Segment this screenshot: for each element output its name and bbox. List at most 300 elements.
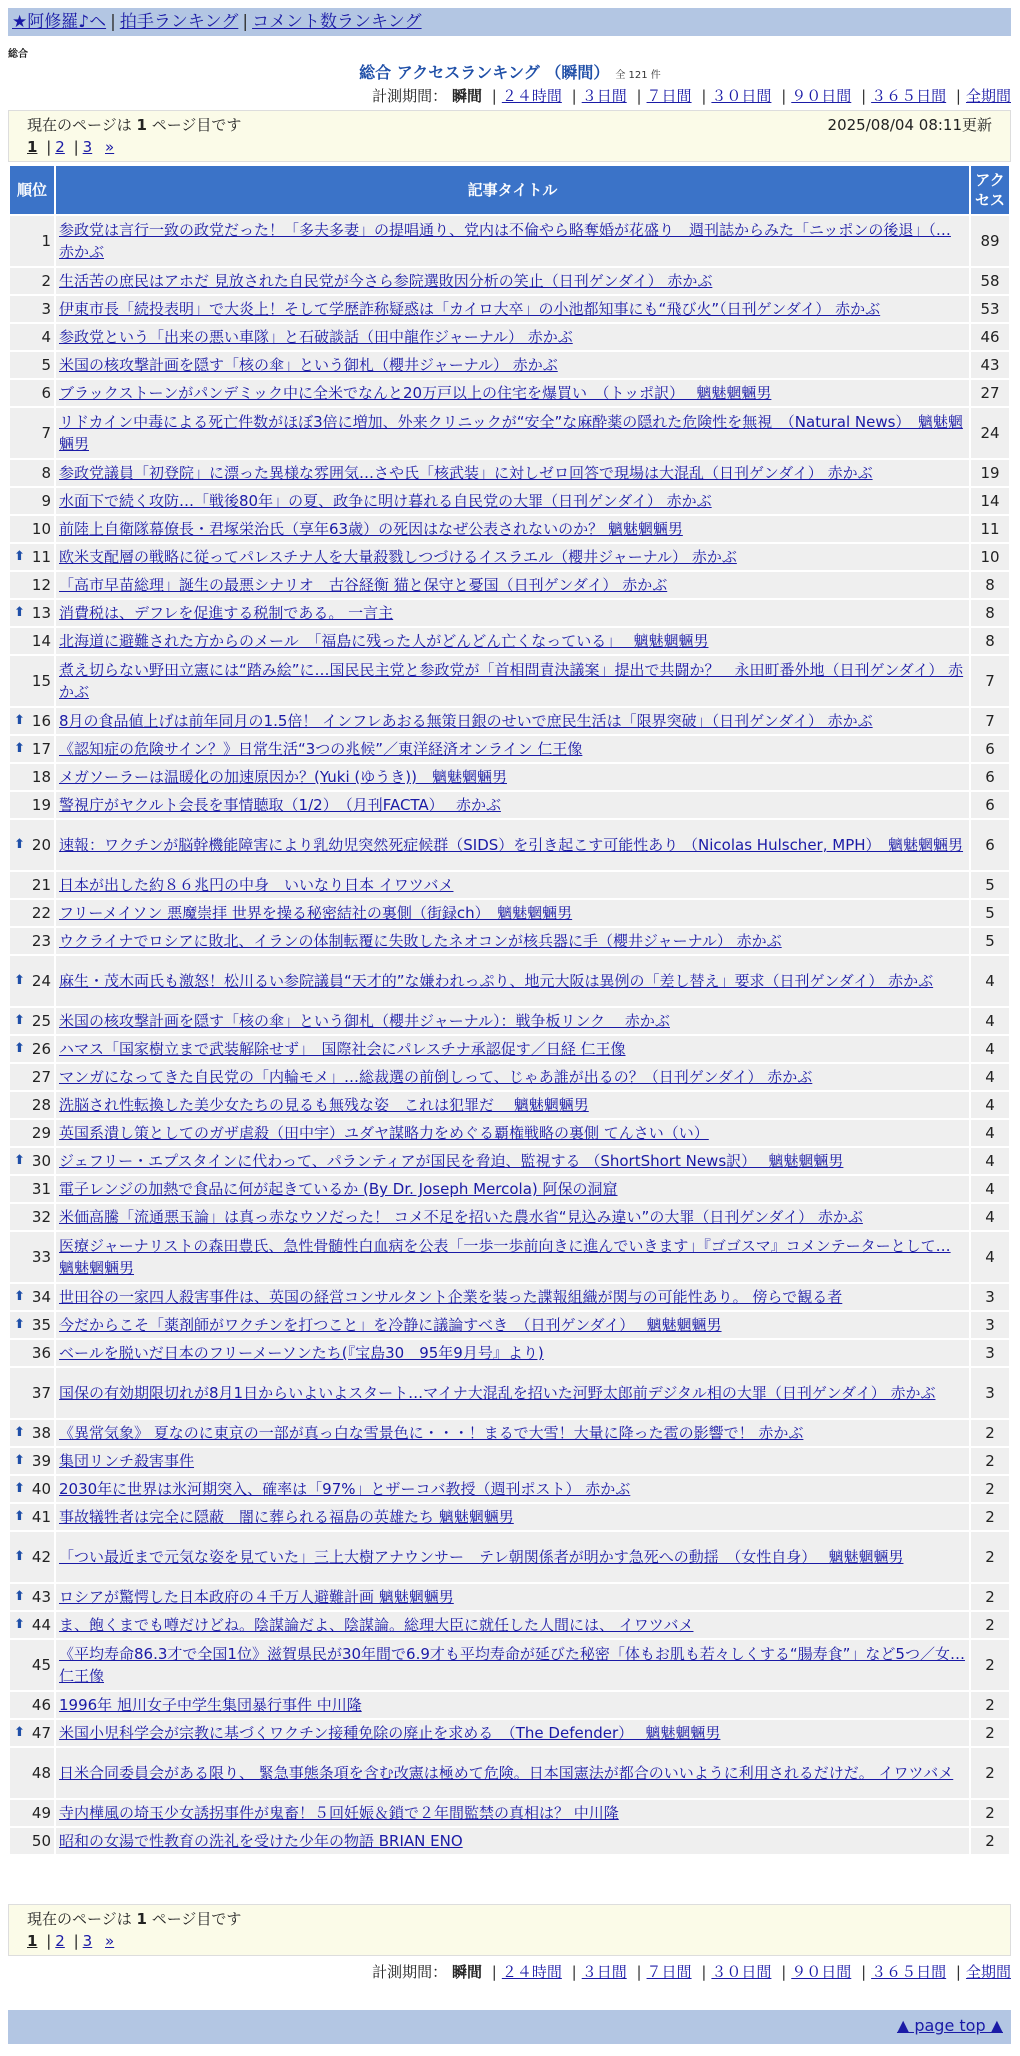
period-24h-link[interactable]: ２４時間 [501,87,562,105]
total-count: 全 121 件 [615,70,661,81]
title-cell [56,1420,969,1446]
rank-cell [10,1800,54,1826]
access-count: 11 [971,516,1009,542]
rank-number: 46 [31,1696,51,1714]
article-title-link[interactable]: ブラックストーンがパンデミック中に全米でなんと20万戸以上の住宅を爆買い （トッポ訳） 魑魅魍魎男 [59,384,772,402]
rank-cell [10,792,54,818]
article-title-link[interactable]: 事故犠牲者は完全に隠蔽 闇に葬られる福島の英雄たち 魑魅魍魎男 [59,1508,514,1526]
title-cell [56,1340,969,1366]
rank-number: 27 [31,1068,51,1086]
title-cell [56,572,969,598]
rank-number: 20 [31,836,51,854]
rank-number: 6 [41,384,51,402]
access-count: 2 [971,1828,1009,1854]
article-title-link[interactable]: 寺内樺風の埼玉少女誘拐事件が鬼畜！５回妊娠＆鎖で２年間監禁の真相は？ 中川隆 [59,1804,619,1822]
rank-cell [10,516,54,542]
article-title-link[interactable]: 国保の有効期限切れが8月1日からいよいよスタート…マイナ大混乱を招いた河野太郎前デジタル相の大罪（日刊ゲンダイ） 赤かぶ [59,1384,936,1402]
table-row [10,900,1009,926]
title-cell [56,408,969,458]
access-count: 2 [971,1612,1009,1638]
pager-top: 現在のページは 1 ページ目です 2025/08/04 08:11更新 1 | 2 | 3 » [8,110,1011,162]
pager-info-suffix: ページ目です [151,116,242,134]
rank-cell [10,380,54,406]
title-cell [56,1204,969,1230]
access-count: 6 [971,792,1009,818]
clap-ranking-link[interactable]: 拍手ランキング [119,12,239,32]
title-cell [56,1532,969,1582]
title-cell [56,1612,969,1638]
table-row [10,1148,1009,1174]
rank-number: 43 [31,1588,51,1606]
table-row [10,216,1009,266]
article-title-link[interactable]: 水面下で続く攻防…「戦後80年」の夏、政争に明け暮れる自民党の大罪（日刊ゲンダイ） 赤かぶ [59,492,712,510]
table-row [10,872,1009,898]
rank-cell [10,1532,54,1582]
article-title-link[interactable]: 「つい最近まで元気な姿を見ていた」三上大樹アナウンサー テレ朝関係者が明かす急死への動揺 （女性自身） 魑魅魍魎男 [59,1548,904,1566]
page-1-current: 1 [27,1932,38,1950]
article-title-link[interactable]: 《異常気象》 夏なのに東京の一部が真っ白な雪景色に・・・！まるで大雪！大量に降った雹の影響で！ 赤かぶ [59,1424,804,1442]
article-title-link[interactable]: 参政党という「出来の悪い車隊」と石破談話（田中龍作ジャーナル） 赤かぶ [59,328,573,346]
title-cell [56,820,969,870]
pager-current-number: 1 [136,1910,147,1928]
column-header-rank: 順位 [10,166,54,214]
rank-number: 40 [31,1480,51,1498]
rank-cell [10,956,54,1006]
ranking-title: 総合 アクセスランキング （瞬間） [359,63,610,82]
table-row [10,1800,1009,1826]
rank-number: 29 [31,1124,51,1142]
rank-cell [10,1092,54,1118]
title-cell [56,600,969,626]
access-count: 43 [971,352,1009,378]
rank-cell [10,352,54,378]
arrow-up-icon: ⬆ [14,1289,25,1304]
rank-number: 18 [31,768,51,786]
page-2-link[interactable]: 2 [55,138,65,156]
access-count: 4 [971,1176,1009,1202]
access-count: 8 [971,628,1009,654]
rank-cell [10,324,54,350]
access-count: 2 [971,1476,1009,1502]
article-title-link[interactable]: 警視庁がヤクルト会長を事情聴取（1/2） （月刊FACTA） 赤かぶ [59,796,501,814]
table-row [10,1584,1009,1610]
rank-cell [10,408,54,458]
rank-cell [10,1368,54,1418]
access-count: 27 [971,380,1009,406]
table-row [10,1692,1009,1718]
title-cell [56,928,969,954]
table-row [10,1504,1009,1530]
table-row [10,1748,1009,1798]
rank-number: 50 [31,1832,51,1850]
period-3d-link[interactable]: ３日間 [581,87,627,105]
access-count: 3 [971,1284,1009,1310]
top-navigation [8,8,1011,36]
arrow-up-icon: ⬆ [14,1041,25,1056]
access-count: 2 [971,1448,1009,1474]
arrow-up-icon: ⬆ [14,1725,25,1740]
rank-number: 42 [31,1548,51,1566]
arrow-up-icon: ⬆ [14,713,25,728]
rank-number: 15 [31,672,51,690]
article-title-link[interactable]: ま、飽くまでも噂だけどね。陰謀論だよ、陰謀論。総理大臣に就任した人間には、 イワツバメ [59,1616,694,1634]
arrow-up-icon: ⬆ [14,741,25,756]
article-title-link[interactable]: 《平均寿命86.3才で全国1位》滋賀県民が30年間で6.9才も平均寿命が延びた秘密「体もお肌も若々しくする“腸寿食”」など5つ／女… 仁王像 [59,1645,965,1685]
arrow-up-icon: ⬆ [14,549,25,564]
access-count: 19 [971,460,1009,486]
period-7d-link[interactable]: ７日間 [646,87,692,105]
rank-cell [10,1748,54,1798]
rank-number: 28 [31,1096,51,1114]
table-row [10,460,1009,486]
rank-cell [10,736,54,762]
article-title-link[interactable]: 電子レンジの加熱で食品に何が起きているか (By Dr. Joseph Mercola) 阿保の洞窟 [59,1180,618,1198]
rank-cell [10,1692,54,1718]
rank-number: 3 [41,300,51,318]
article-title-link[interactable]: リドカイン中毒による死亡件数がほぼ3倍に増加、外来クリニックが“安全”な麻酔薬の隠れた危険性を無視 （Natural News） 魑魅魍魎男 [59,413,963,453]
period-30d-link[interactable]: ３０日間 [711,1963,772,1981]
title-cell [56,216,969,266]
rank-cell [10,1640,54,1690]
rank-cell [10,1504,54,1530]
article-title-link[interactable]: 北海道に避難された方からのメール 「福島に残った人がどんどん亡くなっている」 魑魅魍魎男 [59,632,709,650]
article-title-link[interactable]: 洗脳され性転換した美少女たちの見るも無残な姿 これは犯罪だ 魑魅魍魎男 [59,1096,589,1114]
rank-cell [10,600,54,626]
rank-number: 23 [31,932,51,950]
table-row [10,1204,1009,1230]
access-count: 4 [971,1036,1009,1062]
arrow-up-icon: ⬆ [14,605,25,620]
table-row [10,1420,1009,1446]
title-cell [56,1748,969,1798]
article-title-link[interactable]: ジェフリー・エプスタインに代わって、パランティアが国民を脅迫、監視する （ShortShort News訳） 魑魅魍魎男 [59,1152,844,1170]
rank-number: 11 [31,548,51,566]
table-row [10,1448,1009,1474]
access-count: 4 [971,1232,1009,1282]
access-count: 3 [971,1312,1009,1338]
rank-cell [10,1284,54,1310]
period-24h-link[interactable]: ２４時間 [501,1963,562,1981]
article-title-link[interactable]: 1996年 旭川女子中学生集団暴行事件 中川隆 [59,1696,362,1714]
arrow-up-icon: ⬆ [14,837,25,852]
article-title-link[interactable]: 伊東市長「続投表明」で大炎上！そして学歴詐称疑惑は「カイロ大卒」の小池都知事にも“飛び火”（日刊ゲンダイ） 赤かぶ [59,300,881,318]
period-label: 計測期間： [372,1963,448,1981]
access-count: 5 [971,872,1009,898]
rank-cell [10,628,54,654]
article-title-link[interactable]: 欧米支配層の戦略に従ってパレスチナ人を大量殺戮しつづけるイスラエル（櫻井ジャーナル） 赤かぶ [59,548,737,566]
page-2-link[interactable]: 2 [55,1932,65,1950]
article-title-link[interactable]: 「高市早苗総理」誕生の最悪シナリオ 古谷経衡 猫と保守と憂国（日刊ゲンダイ） 赤かぶ [59,576,668,594]
next-page-link[interactable]: » [105,1932,115,1950]
article-title-link[interactable]: 生活苦の庶民はアホだ 見放された自民党が今さら参院選敗因分析の笑止（日刊ゲンダイ） 赤かぶ [59,272,713,290]
access-count: 89 [971,216,1009,266]
arrow-up-icon: ⬆ [14,1549,25,1564]
period-365d-link[interactable]: ３６５日間 [871,1963,947,1981]
page-title [0,60,1020,83]
arrow-up-icon: ⬆ [14,1589,25,1604]
arrow-up-icon: ⬆ [14,1153,25,1168]
rank-cell [10,1828,54,1854]
article-title-link[interactable]: 英国系潰し策としてのガザ虐殺（田中宇）ユダヤ謀略力をめぐる覇権戦略の裏側 てんさい（い） [59,1124,709,1142]
title-cell [56,1176,969,1202]
footer-bar [8,2010,1011,2044]
article-title-link[interactable]: ウクライナでロシアに敗北、イランの体制転覆に失敗したネオコンが核兵器に手（櫻井ジャーナル） 赤かぶ [59,932,782,950]
nav-separator: | [110,12,116,32]
table-row [10,1828,1009,1854]
rank-number: 41 [31,1508,51,1526]
column-header-title: 記事タイトル [56,166,969,214]
article-title-link[interactable]: 前陸上自衛隊幕僚長・君塚栄治氏（享年63歳）の死因はなぜ公表されないのか？ 魑魅魍魎男 [59,520,683,538]
rank-cell [10,656,54,706]
page-1-current: 1 [27,138,38,156]
period-90d-link[interactable]: ９０日間 [791,87,852,105]
rank-number: 8 [41,464,51,482]
rank-cell [10,928,54,954]
page-top-link[interactable]: ▲ page top ▲ [896,2016,1003,2035]
rank-cell [10,216,54,266]
next-page-link[interactable]: » [105,138,115,156]
table-row [10,600,1009,626]
title-cell [56,460,969,486]
title-cell [56,1640,969,1690]
title-cell [56,1148,969,1174]
article-title-link[interactable]: 消費税は、デフレを促進する税制である。 一言主 [59,604,394,622]
title-cell [56,1064,969,1090]
title-cell [56,628,969,654]
access-count: 24 [971,408,1009,458]
rank-cell [10,708,54,734]
rank-number: 31 [31,1180,51,1198]
rank-number: 7 [41,424,51,442]
rank-number: 39 [31,1452,51,1470]
table-row [10,1036,1009,1062]
access-count: 2 [971,1640,1009,1690]
rank-cell [10,1584,54,1610]
access-count: 6 [971,820,1009,870]
rank-number: 16 [31,712,51,730]
access-count: 2 [971,1504,1009,1530]
home-link[interactable]: ★阿修羅♪ヘ [12,12,107,32]
table-row [10,1312,1009,1338]
access-count: 5 [971,900,1009,926]
period-all-link[interactable]: 全期間 [965,1963,1011,1981]
period-7d-link[interactable]: ７日間 [646,1963,692,1981]
rank-cell [10,1340,54,1366]
rank-cell [10,1176,54,1202]
rank-number: 38 [31,1424,51,1442]
article-title-link[interactable]: 日本が出した約８６兆円の中身 いいなり日本 イワツバメ [59,876,454,894]
access-count: 2 [971,1720,1009,1746]
rank-number: 25 [31,1012,51,1030]
period-label: 計測期間： [372,87,448,105]
article-title-link[interactable]: 日米合同委員会がある限り、 緊急事態条項を含む改憲は極めて危険。日本国憲法が都合のいいように利用されるだけだ。 イワツバメ [59,1764,954,1782]
article-title-link[interactable]: 米価高騰「流通悪玉論」は真っ赤なウソだった！ コメ不足を招いた農水省“見込み違い”の大罪（日刊ゲンダイ） 赤かぶ [59,1208,863,1226]
rank-cell [10,1612,54,1638]
access-count: 8 [971,600,1009,626]
pager-current-number: 1 [136,116,147,134]
access-count: 4 [971,1008,1009,1034]
article-title-link[interactable]: フリーメイソン 悪魔崇拝 世界を操る秘密結社の裏側（街録ch） 魑魅魍魎男 [59,904,573,922]
period-selector-top: 計測期間： 瞬間 | ２４時間 | ３日間 | ７日間 | ３０日間 | ９０日間 | ３６５日間 | 全期間 [372,87,1011,105]
rank-number: 26 [31,1040,51,1058]
rank-number: 49 [31,1804,51,1822]
article-title-link[interactable]: 参政党は言行一致の政党だった！「多夫多妻」の提唱通り、党内は不倫やら略奪婚が花盛り 週刊誌からみた「ニッポンの後退」（… 赤かぶ [59,221,951,261]
rank-number: 48 [31,1764,51,1782]
rank-number: 1 [41,232,51,250]
article-title-link[interactable]: 世田谷の一家四人殺害事件は、英国の経営コンサルタント企業を装った諜報組織が関与の可能性あり。 傍らで観る者 [59,1288,843,1306]
rank-cell [10,268,54,294]
table-row [10,352,1009,378]
rank-number: 36 [31,1344,51,1362]
ranking-table [8,164,1011,1856]
rank-cell [10,1204,54,1230]
table-row [10,1476,1009,1502]
access-count: 4 [971,1148,1009,1174]
rank-number: 30 [31,1152,51,1170]
table-row [10,1612,1009,1638]
access-count: 3 [971,1368,1009,1418]
title-cell [56,900,969,926]
article-title-link[interactable]: 煮え切らない野田立憲には“踏み絵”に…国民民主党と参政党が「首相問責決議案」提出で共闘か？ 永田町番外地（日刊ゲンダイ） 赤かぶ [59,661,964,701]
table-row [10,1532,1009,1582]
title-cell [56,544,969,570]
table-row [10,956,1009,1006]
title-cell [56,1584,969,1610]
table-row [10,656,1009,706]
arrow-up-icon: ⬆ [14,1509,25,1524]
table-row [10,1720,1009,1746]
table-row [10,1120,1009,1146]
nav-separator: | [242,12,249,32]
article-title-link[interactable]: マンガになってきた自民党の「内輪モメ」…総裁選の前倒しって、じゃあ誰が出るの？（日刊ゲンダイ） 赤かぶ [59,1068,813,1086]
article-title-link[interactable]: 今だからこそ「薬剤師がワクチンを打つこと」を冷静に議論すべき （日刊ゲンダイ） 魑魅魍魎男 [59,1316,722,1334]
article-title-link[interactable]: 2030年に世界は氷河期突入、確率は「97%」とザーコバ教授（週刊ポスト） 赤かぶ [59,1480,631,1498]
article-title-link[interactable]: 参政党議員「初登院」に漂った異様な雰囲気…さや氏「核武装」に対しゼロ回答で現場は大混乱（日刊ゲンダイ） 赤かぶ [59,464,873,482]
period-90d-link[interactable]: ９０日間 [791,1963,852,1981]
pager-info-prefix: 現在のページは [27,116,132,134]
article-title-link[interactable]: 昭和の女湯で性教育の洗礼を受けた少年の物語 BRIAN ENO [59,1832,463,1850]
period-30d-link[interactable]: ３０日間 [711,87,772,105]
article-title-link[interactable]: ハマス「国家樹立まで武装解除せず」 国際社会にパレスチナ承認促す／日経 仁王像 [59,1040,626,1058]
rank-cell [10,1036,54,1062]
article-title-link[interactable]: 8月の食品値上げは前年同月の1.5倍！ インフレあおる無策日銀のせいで庶民生活は「限界突破」（日刊ゲンダイ） 赤かぶ [59,712,873,730]
access-count: 4 [971,956,1009,1006]
rank-cell [10,900,54,926]
arrow-up-icon: ⬆ [14,1453,25,1468]
rank-number: 47 [31,1724,51,1742]
access-count: 4 [971,1120,1009,1146]
column-header-access: アクセス [971,166,1009,214]
title-cell [56,1008,969,1034]
rank-number: 19 [31,796,51,814]
access-count: 3 [971,1340,1009,1366]
table-row [10,1640,1009,1690]
table-row [10,1284,1009,1310]
title-cell [56,736,969,762]
rank-cell [10,460,54,486]
access-count: 14 [971,488,1009,514]
comment-ranking-link[interactable]: コメント数ランキング [252,12,422,32]
rank-number: 44 [31,1616,51,1634]
access-count: 8 [971,572,1009,598]
access-count: 2 [971,1748,1009,1798]
access-count: 4 [971,1064,1009,1090]
rank-cell [10,1008,54,1034]
title-cell [56,1232,969,1282]
article-title-link[interactable]: 集団リンチ殺害事件 [59,1452,195,1470]
article-title-link[interactable]: メガソーラーは温暖化の加速原因か？(Yuki (ゆうき)) 魑魅魍魎男 [59,768,507,786]
article-title-link[interactable]: 米国小児科学会が宗教に基づくワクチン接種免除の廃止を求める （The Defender） 魑魅魍魎男 [59,1724,721,1742]
table-row [10,820,1009,870]
article-title-link[interactable]: 医療ジャーナリストの森田豊氏、急性骨髄性白血病を公表「一歩一歩前向きに進んでいきます」『ゴゴスマ』コメンテーターとして… 魑魅魍魎男 [59,1237,951,1277]
rank-cell [10,1120,54,1146]
rank-number: 22 [31,904,51,922]
article-title-link[interactable]: 米国の核攻撃計画を隠す「核の傘」という御札（櫻井ジャーナル） 赤かぶ [59,356,558,374]
rank-number: 5 [41,356,51,374]
article-title-link[interactable]: 《認知症の危険サイン？》日常生活“3つの兆候”／東洋経済オンライン 仁王像 [59,740,583,758]
table-row [10,1232,1009,1282]
rank-number: 9 [41,492,51,510]
arrow-up-icon: ⬆ [14,973,25,988]
access-count: 2 [971,1532,1009,1582]
rank-number: 13 [31,604,51,622]
period-365d-link[interactable]: ３６５日間 [871,87,947,105]
rank-number: 14 [31,632,51,650]
title-cell [56,1036,969,1062]
page-3-link[interactable]: 3 [82,1932,93,1950]
period-selector-bottom: 計測期間： 瞬間 | ２４時間 | ３日間 | ７日間 | ３０日間 | ９０日間 | ３６５日間 | 全期間 [372,1963,1011,1981]
pager-info-prefix: 現在のページは [27,1910,132,1928]
article-title-link[interactable]: ベールを脱いだ日本のフリーメーソンたち(『宝島30 95年9月号』より) [59,1344,544,1362]
article-title-link[interactable]: 米国の核攻撃計画を隠す「核の傘」という御札（櫻井ジャーナル）：戦争板リンク 赤かぶ [59,1012,670,1030]
rank-number: 2 [41,272,51,290]
section-label: 総合 [8,49,28,60]
access-count: 58 [971,268,1009,294]
rank-number: 34 [31,1288,51,1306]
article-title-link[interactable]: 速報：ワクチンが脳幹機能障害により乳幼児突然死症候群（SIDS）を引き起こす可能性あり （Nicolas Hulscher, MPH） 魑魅魍魎男 [59,836,964,854]
access-count: 4 [971,1204,1009,1230]
article-title-link[interactable]: ロシアが驚愕した日本政府の４千万人避難計画 魑魅魍魎男 [59,1588,454,1606]
pager-bottom: 現在のページは 1 ページ目です 1 | 2 | 3 » [8,1904,1011,1956]
article-title-link[interactable]: 麻生・茂木両氏も激怒！松川るい参院議員“天才的”な嫌われっぷり、地元大阪は異例の「差し替え」要求（日刊ゲンダイ） 赤かぶ [59,972,934,990]
title-cell [56,1368,969,1418]
table-row [10,296,1009,322]
title-cell [56,268,969,294]
title-cell [56,1476,969,1502]
rank-number: 24 [31,972,51,990]
period-all-link[interactable]: 全期間 [965,87,1011,105]
table-row [10,380,1009,406]
access-count: 10 [971,544,1009,570]
access-count: 2 [971,1800,1009,1826]
rank-cell [10,764,54,790]
title-cell [56,1312,969,1338]
period-3d-link[interactable]: ３日間 [581,1963,627,1981]
title-cell [56,1284,969,1310]
table-row [10,324,1009,350]
page-3-link[interactable]: 3 [82,138,93,156]
title-cell [56,296,969,322]
title-cell [56,1092,969,1118]
title-cell [56,1720,969,1746]
table-row [10,544,1009,570]
access-count: 5 [971,928,1009,954]
title-cell [56,380,969,406]
rank-number: 12 [31,576,51,594]
table-row [10,928,1009,954]
access-count: 2 [971,1692,1009,1718]
updated-timestamp: 2025/08/04 08:11更新 [827,116,992,134]
